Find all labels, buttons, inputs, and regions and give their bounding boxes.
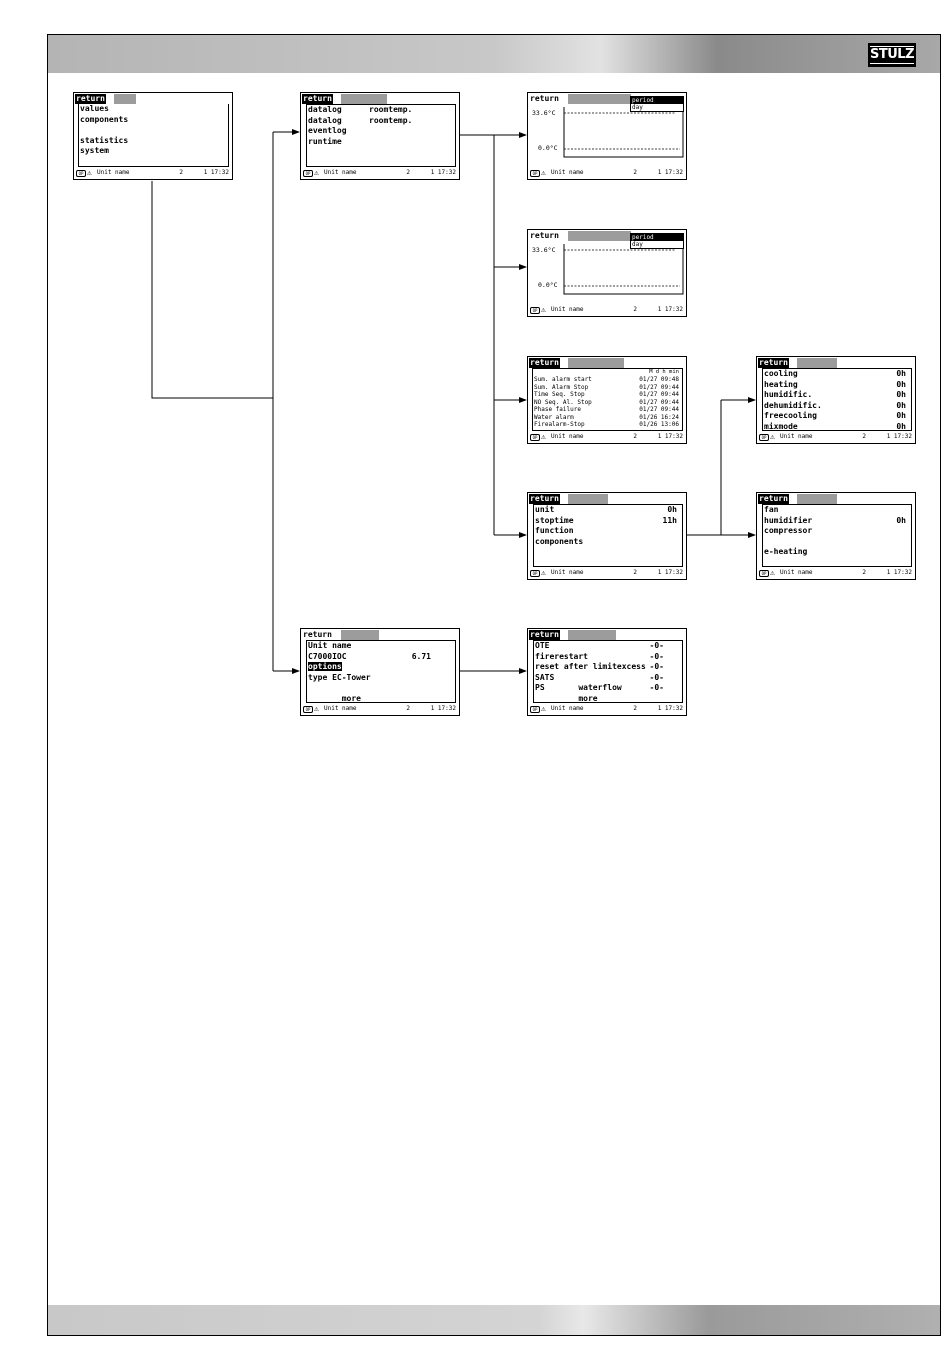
row-label: heating — [764, 379, 798, 389]
status-bar — [302, 704, 458, 714]
title-bar-fill — [568, 358, 624, 368]
operator-icon: OP — [530, 307, 540, 314]
row-label: e-heating — [764, 547, 808, 556]
warning-icon: ⚠ — [770, 432, 775, 441]
status-unit-number: 2 — [179, 169, 183, 176]
screen-runtime — [527, 492, 687, 580]
function-row[interactable] — [763, 390, 911, 401]
status-time: 1 17:32 — [657, 705, 683, 712]
row-value: -0- — [649, 662, 664, 671]
options-panel — [533, 640, 683, 703]
row-label: cooling — [764, 369, 798, 378]
datalog-chart — [528, 230, 686, 316]
return-button[interactable]: return — [759, 494, 788, 503]
event-row[interactable] — [533, 414, 682, 422]
row-label: stoptime — [535, 515, 574, 525]
warning-icon: ⚠ — [541, 568, 546, 577]
screen-eventlog — [527, 356, 687, 444]
y-axis-high-label: 33.6°C — [532, 246, 556, 254]
status-unit-number: 2 — [862, 433, 866, 440]
status-time: 1 17:32 — [886, 433, 912, 440]
component-row[interactable] — [763, 547, 911, 558]
item-label: eventlog — [308, 126, 347, 135]
status-unit-number: 2 — [633, 433, 637, 440]
row-value: -0- — [649, 651, 664, 661]
row-value: 0h — [896, 369, 906, 378]
event-time: 01/27 09:48 — [639, 376, 679, 383]
event-row[interactable] — [533, 399, 682, 407]
event-row[interactable] — [533, 384, 682, 392]
row-value: -0- — [649, 683, 664, 692]
return-button[interactable]: return — [530, 630, 559, 639]
period-option-selected[interactable]: period — [631, 234, 683, 241]
event-text: Firealarm-Stop — [534, 421, 585, 428]
screen-datalog-1 — [527, 92, 687, 180]
row-value: 0h — [896, 379, 906, 389]
status-unit-name: Unit name — [551, 169, 584, 176]
component-row[interactable] — [763, 526, 911, 537]
row-label: mixmode — [764, 421, 798, 431]
status-time: 1 17:32 — [657, 306, 683, 313]
warning-icon: ⚠ — [541, 704, 546, 713]
title-bar-fill — [797, 494, 837, 504]
title-bar-fill — [341, 630, 379, 640]
menu-item-components[interactable]: components — [80, 114, 129, 124]
status-bar — [758, 568, 914, 578]
event-time: 01/26 13:06 — [639, 421, 679, 428]
operator-icon: OP — [530, 170, 540, 177]
screen-options — [527, 628, 687, 716]
operator-icon: OP — [530, 706, 540, 713]
return-button[interactable]: return — [530, 94, 559, 103]
menu-item-system[interactable]: system — [80, 146, 109, 155]
operator-icon: OP — [303, 170, 313, 177]
row-label: compressor — [764, 526, 813, 535]
screen-component-runtime — [756, 492, 916, 580]
period-selector[interactable] — [630, 96, 684, 112]
item-value: roomtemp. — [369, 115, 413, 125]
status-time: 1 17:32 — [657, 569, 683, 576]
row-label: more — [308, 693, 361, 703]
option-row[interactable] — [534, 662, 682, 673]
runtime-row[interactable] — [534, 516, 682, 527]
option-row[interactable] — [534, 652, 682, 663]
row-label: OTE — [535, 641, 550, 650]
runtime-row[interactable] — [534, 505, 682, 516]
statistics-item[interactable] — [307, 116, 455, 127]
status-bar — [758, 432, 914, 442]
y-axis-low-label: 0.0°C — [538, 144, 558, 152]
statistics-panel — [306, 104, 456, 167]
event-time: 01/27 09:44 — [639, 398, 679, 406]
status-bar — [529, 432, 685, 442]
title-bar-fill — [114, 94, 136, 104]
menu-item-blank — [79, 125, 228, 136]
status-time: 1 17:32 — [657, 169, 683, 176]
status-unit-name: Unit name — [780, 433, 813, 440]
runtime-panel — [533, 504, 683, 567]
menu-item-statistics[interactable]: statistics — [80, 135, 129, 145]
row-label: components — [535, 536, 584, 546]
title-bar-fill — [568, 630, 616, 640]
row-value: 0h — [667, 505, 677, 514]
operator-icon: OP — [530, 434, 540, 441]
system-row[interactable] — [307, 662, 455, 673]
event-time: 01/27 09:44 — [639, 391, 679, 398]
return-button[interactable]: return — [759, 358, 788, 367]
status-unit-name: Unit name — [551, 433, 584, 440]
status-unit-number: 2 — [633, 705, 637, 712]
status-bar — [529, 704, 685, 714]
row-label: reset after limitexcess — [535, 662, 646, 671]
warning-icon: ⚠ — [314, 704, 319, 713]
row-label: SATS — [535, 672, 555, 682]
row-label: humidifier — [764, 515, 813, 525]
return-button[interactable]: return — [303, 630, 332, 639]
item-label: datalog — [308, 115, 342, 125]
function-row[interactable] — [763, 380, 911, 391]
option-row[interactable] — [534, 683, 682, 694]
row-value: 11h — [662, 515, 677, 525]
row-value: 0h — [896, 515, 906, 525]
row-label: function — [535, 526, 574, 535]
function-row[interactable] — [763, 369, 911, 380]
status-unit-number: 2 — [633, 169, 637, 176]
event-text: Water alarm — [534, 413, 574, 421]
option-row[interactable] — [534, 673, 682, 684]
status-unit-number: 2 — [406, 705, 410, 712]
status-bar — [529, 168, 685, 178]
row-value: 0h — [896, 411, 906, 420]
return-button[interactable]: return — [530, 231, 559, 240]
status-unit-name: Unit name — [551, 705, 584, 712]
event-row[interactable] — [533, 406, 682, 414]
return-button[interactable]: return — [530, 358, 559, 367]
operator-icon: OP — [303, 706, 313, 713]
event-text: Sum. alarm start — [534, 376, 592, 383]
warning-icon: ⚠ — [770, 568, 775, 577]
screen-function-runtime — [756, 356, 916, 444]
eventlog-panel — [532, 368, 683, 431]
statistics-item[interactable] — [307, 105, 455, 116]
warning-icon: ⚠ — [541, 168, 546, 177]
warning-icon: ⚠ — [314, 168, 319, 177]
period-option[interactable]: day — [632, 241, 643, 248]
item-label: datalog — [308, 105, 342, 114]
statistics-item[interactable] — [307, 137, 455, 148]
status-unit-number: 2 — [862, 569, 866, 576]
status-bar — [529, 568, 685, 578]
status-unit-number: 2 — [633, 569, 637, 576]
screen-system — [300, 628, 460, 716]
component-row — [763, 537, 911, 548]
row-label: freecooling — [764, 411, 817, 420]
y-axis-high-label: 33.6°C — [532, 109, 556, 117]
item-label: runtime — [308, 136, 342, 146]
menu-item-values[interactable]: values — [80, 104, 109, 113]
function-row[interactable] — [763, 401, 911, 412]
status-time: 1 17:32 — [430, 705, 456, 712]
return-button[interactable]: return — [303, 94, 332, 103]
operator-icon: OP — [76, 170, 86, 177]
row-value: 0h — [896, 421, 906, 431]
statistics-item[interactable] — [307, 126, 455, 137]
row-value: -0- — [649, 672, 664, 682]
status-time: 1 17:32 — [886, 569, 912, 576]
status-bar — [529, 305, 685, 315]
component-row[interactable] — [763, 516, 911, 527]
event-text: NO Seq. Al. Stop — [534, 398, 592, 406]
period-selector[interactable] — [630, 233, 684, 249]
datalog-chart — [528, 93, 686, 179]
row-value: 0h — [896, 390, 906, 399]
warning-icon: ⚠ — [87, 168, 92, 177]
footer-band — [48, 1305, 940, 1335]
runtime-row[interactable] — [534, 526, 682, 537]
event-row[interactable] — [533, 391, 682, 399]
status-unit-number: 2 — [406, 169, 410, 176]
warning-icon: ⚠ — [541, 432, 546, 441]
operator-icon: OP — [759, 570, 769, 577]
status-unit-name: Unit name — [551, 306, 584, 313]
screen-statistics — [300, 92, 460, 180]
system-panel — [306, 640, 456, 703]
option-row[interactable] — [534, 694, 682, 704]
component-row[interactable] — [763, 505, 911, 516]
status-unit-name: Unit name — [780, 569, 813, 576]
row-label: PS waterflow — [535, 683, 622, 692]
components-panel — [762, 504, 912, 567]
row-value: 0h — [896, 400, 906, 410]
event-text: Phase failure — [534, 406, 581, 413]
status-unit-number: 2 — [633, 306, 637, 313]
event-time: 01/27 09:44 — [639, 383, 679, 391]
row-value: -0- — [649, 641, 664, 650]
return-button[interactable]: return — [76, 94, 105, 103]
event-time: 01/26 16:24 — [639, 413, 679, 421]
row-label: type EC-Tower — [308, 672, 371, 682]
return-button[interactable]: return — [530, 494, 559, 503]
row-label: humidific. — [764, 390, 813, 399]
event-text: Time Seq. Stop — [534, 391, 585, 398]
option-row[interactable] — [534, 641, 682, 652]
system-row — [307, 683, 455, 694]
menu-panel — [78, 104, 229, 167]
status-unit-name: Unit name — [551, 569, 584, 576]
title-bar-fill — [797, 358, 837, 368]
status-time: 1 17:32 — [203, 169, 229, 176]
event-row[interactable] — [533, 421, 682, 429]
screen-datalog-2 — [527, 229, 687, 317]
row-label-selected: options — [308, 662, 342, 671]
period-option-selected[interactable]: period — [631, 97, 683, 104]
runtime-row[interactable] — [534, 537, 682, 548]
row-label: more — [535, 693, 598, 703]
title-bar-fill — [341, 94, 387, 104]
warning-icon: ⚠ — [541, 305, 546, 314]
stulz-logo: STULZ — [868, 43, 916, 67]
operator-icon: OP — [530, 570, 540, 577]
page-frame — [47, 34, 941, 1336]
screen-main-menu — [73, 92, 233, 180]
function-row[interactable] — [763, 411, 911, 422]
operator-icon: OP — [759, 434, 769, 441]
status-unit-name: Unit name — [324, 705, 357, 712]
row-label: Unit name — [308, 641, 352, 650]
system-row[interactable] — [307, 673, 455, 684]
event-time: 01/27 09:44 — [639, 406, 679, 413]
row-label: dehumidific. — [764, 400, 822, 410]
title-bar-fill — [568, 494, 608, 504]
software-version: 6.71 — [411, 651, 431, 661]
row-label: C7000IOC — [308, 651, 347, 661]
status-time: 1 17:32 — [657, 433, 683, 440]
period-option[interactable]: day — [632, 104, 643, 111]
function-row[interactable] — [763, 422, 911, 432]
status-unit-name: Unit name — [97, 169, 130, 176]
header-band — [48, 35, 940, 73]
status-unit-name: Unit name — [324, 169, 357, 176]
status-bar — [302, 168, 458, 178]
status-time: 1 17:32 — [430, 169, 456, 176]
item-value: roomtemp. — [369, 105, 413, 114]
row-label: fan — [764, 505, 779, 514]
system-row — [307, 652, 455, 663]
eventlog-header: M d h min — [649, 369, 679, 375]
row-label: unit — [535, 505, 555, 514]
row-label: firerestart — [535, 651, 588, 661]
y-axis-low-label: 0.0°C — [538, 281, 558, 289]
status-bar — [75, 168, 231, 178]
system-row[interactable] — [307, 641, 455, 652]
function-panel — [762, 368, 912, 431]
system-row[interactable] — [307, 694, 455, 704]
event-text: Sum. Alarm Stop — [534, 383, 589, 391]
event-row[interactable] — [533, 376, 682, 384]
